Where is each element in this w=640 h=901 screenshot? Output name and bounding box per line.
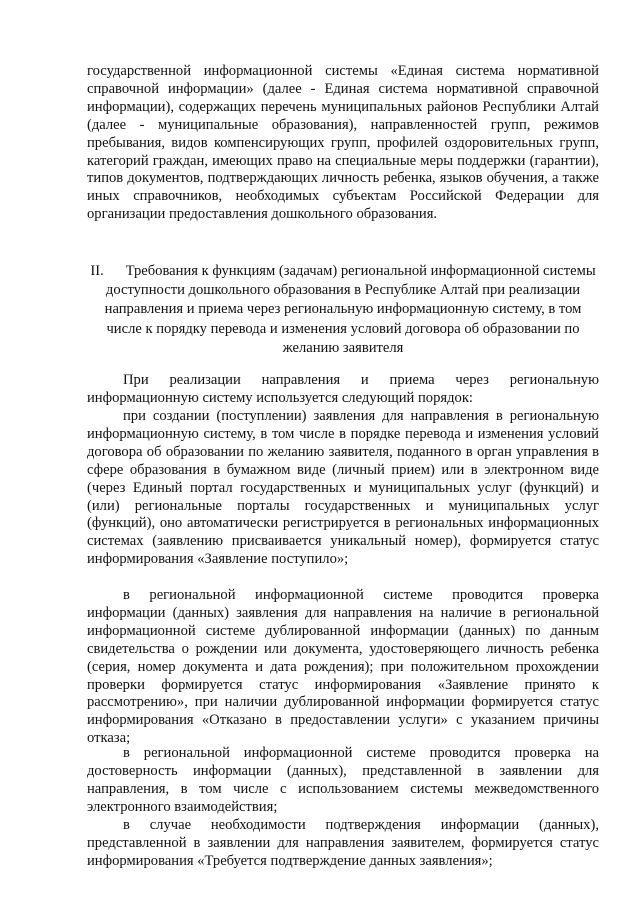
section-title: Требования к функциям (задачам) региональной информационной системы доступности дошкольного образования в Республике Алтай при реализации направления и приема через региональную информационную систему, в том числе к порядку перевода и изменения условий договора об образовании по желанию заявителя bbox=[104, 263, 596, 356]
paragraph-3: в региональной информационной системе проводится проверка информации (данных) заявления для направления на наличие в региональной информационной системе дублированной информации (данных) по данным свидетельства о рождении или документа, удостоверяющего личность ребенка (серия, номер документа и дата рождения); при положительном прохождении проверки формируется статус информирования «Заявление принято к рассмотрению», при наличии дублированной информации формируется статус информирования «Отказано в предоставлении услуги» с указанием причины отказа; bbox=[87, 587, 599, 747]
paragraph-2: при создании (поступлении) заявления для направления в региональную информационную систему, в том числе в порядке перевода и изменения условий договора об образовании по желанию заявителя, поданного в орган управления в сфере образования в бумажном виде (личный прием) или в электронном виде (через Единый портал государственных и муниципальных услуг (функций) и (или) региональные порталы государственных и муниципальных услуг (функций), оно автоматически регистрируется в региональных информационных системах (заявлению присваивается уникальный номер), формируется статус информирования «Заявление поступило»; bbox=[87, 408, 599, 568]
section-heading bbox=[87, 262, 599, 358]
section-number: II. bbox=[90, 263, 104, 279]
paragraph-5: в случае необходимости подтверждения информации (данных), представленной в заявлении для направления заявителем, формируется статус информирования «Требуется подтверждение данных заявления»; bbox=[87, 817, 599, 869]
paragraph-1: При реализации направления и приема через региональную информационную систему используется следующий порядок: bbox=[87, 372, 599, 406]
paragraph-4: в региональной информационной системе проводится проверка на достоверность информации (данных), представленной в заявлении для направления, в том числе с использованием системы межведомственного электронного взаимодействия; bbox=[87, 745, 599, 815]
paragraph-intro-continuation: государственной информационной системы «Единая система нормативной справочной информации» (далее - Единая система нормативной справочной информации), содержащих перечень муниципальных районов Республики Алтай (далее - муниципальные образования), направленностей групп, режимов пребывания, видов компенсирующих групп, профилей оздоровительных групп, категорий граждан, имеющих право на специальные меры поддержки (гарантии), типов документов, подтверждающих личность ребенка, языков обучения, а также иных справочников, необходимых субъектам Российской Федерации для организации предоставления дошкольного образования. bbox=[87, 63, 599, 223]
